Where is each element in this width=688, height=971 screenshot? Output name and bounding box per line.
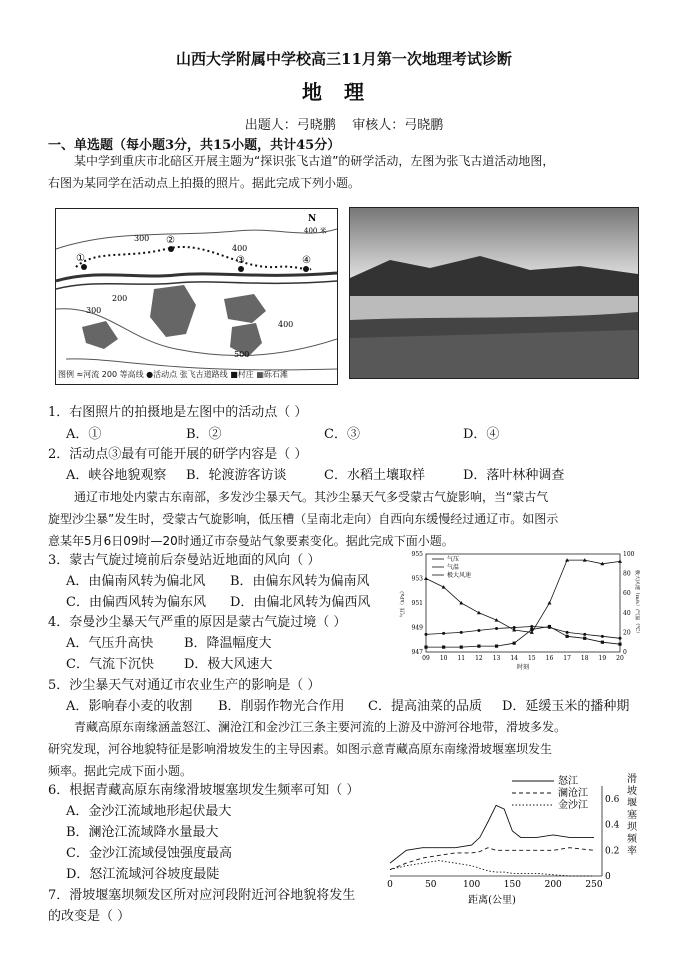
river-icon: ≈	[76, 370, 84, 379]
legend-point: 活动点	[153, 370, 178, 379]
left-tick-label: 949	[411, 624, 423, 632]
exam-title: 山西大学附属中学校高三11月第一次地理考试诊断	[176, 50, 512, 68]
contour-label: 200	[112, 294, 128, 303]
y-tick-label: 0.4	[605, 820, 620, 831]
river-photo	[349, 207, 639, 379]
data-point	[618, 643, 621, 646]
data-point	[583, 637, 586, 640]
right-tick-label: 40	[623, 609, 631, 617]
q3-option-d[interactable]: D．由偏北风转为偏西风	[230, 595, 371, 610]
right-tick-label: 80	[623, 570, 631, 578]
legend-trail: 张飞古道路线	[179, 370, 228, 379]
x-tick-label: 10	[439, 655, 448, 662]
question-6: 6．根据青藏高原东南缘滑坡堰塞坝发生频率可知（ ）	[48, 783, 360, 798]
x-tick-label: 100	[463, 880, 481, 890]
gravel-icon: ▦	[256, 370, 264, 379]
data-point	[460, 646, 463, 649]
contour-label: 500	[234, 350, 250, 359]
point-label: ③	[236, 255, 245, 266]
data-point	[547, 601, 551, 605]
x-tick-label: 0	[387, 880, 393, 890]
passage-3-line-1: 青藏高原东南缘涵盖怒江、澜沧江和金沙江三条主要河流的上游及中游河谷地带，滑坡多发。	[74, 720, 567, 734]
question-1: 1．右图照片的拍摄地是左图中的活动点（ ）	[48, 405, 308, 420]
q3-option-c[interactable]: C．由偏西风转为偏东风	[66, 595, 206, 610]
data-point	[530, 628, 533, 631]
activity-point	[303, 266, 309, 272]
q6-option-b[interactable]: B．澜沧江流域降水量最大	[66, 825, 219, 840]
point-label: ④	[302, 255, 311, 266]
legend-label: 气压	[447, 556, 460, 563]
passage-2	[48, 486, 648, 552]
data-point	[477, 629, 480, 632]
passage-2-line-3: 意某年5月6日09时—20时通辽市奈曼站气象要素变化。据此完成下面小题。	[48, 534, 454, 548]
right-tick-label: 0	[623, 649, 627, 656]
legend-gravel: 砾石滩	[263, 370, 288, 379]
legend-label: 例	[66, 370, 74, 379]
contour-label: 300	[134, 234, 150, 243]
data-point	[477, 645, 480, 648]
y-axis-label-right: 极大风速（m/s）/气温（℃）	[634, 569, 640, 637]
passage-1-line-2: 右图为某同学在活动点上拍摄的照片。据此完成下列小题。	[48, 176, 361, 190]
map-legend	[58, 369, 335, 380]
trail-route	[76, 247, 311, 269]
question-3: 3．蒙古气旋过境前后奈曼站近地面的风向（ ）	[48, 553, 321, 568]
q5-option-c[interactable]: C．提高油菜的品质	[368, 699, 482, 714]
q1-option-d[interactable]: D．④	[463, 427, 500, 442]
x-tick-label: 11	[457, 655, 466, 662]
contour-label: 400	[278, 320, 294, 329]
question-5: 5．沙尘暴天气对通辽市农业生产的影响是（ ）	[48, 678, 321, 693]
map-scale: 400 米	[304, 227, 327, 235]
legend-river: 河流	[83, 370, 100, 379]
weather-chart-svg	[398, 548, 640, 672]
x-axis-label: 距离(公里)	[468, 895, 516, 906]
y-tick-label: 0	[605, 872, 611, 882]
data-point	[477, 611, 481, 615]
q5-option-a[interactable]: A．影响春小麦的收割	[66, 699, 193, 714]
x-tick-label: 18	[580, 655, 589, 662]
question-7-line-2: 的改变是（ ）	[48, 909, 131, 924]
passage-3-line-2: 研究发现，河谷地貌特征是影响滑坡发生的主导因素。如图示意青藏高原东南缘滑坡堰塞坝发生	[48, 742, 553, 756]
q5-option-d[interactable]: D．延缓玉米的播种期	[502, 699, 630, 714]
river-bank	[56, 281, 337, 289]
question-7	[48, 885, 355, 927]
legend-village: 村庄	[237, 370, 254, 379]
series-line-澜沧江	[390, 848, 594, 870]
y-tick-label: 0.6	[605, 794, 620, 805]
x-tick-label: 19	[598, 655, 607, 662]
hill-shape	[82, 321, 118, 349]
legend-label: 金沙江	[558, 800, 588, 811]
data-point	[548, 625, 551, 628]
left-tick-label: 955	[411, 551, 423, 558]
weather-chart	[398, 548, 640, 672]
q4-option-d[interactable]: D．极大风速大	[184, 657, 273, 672]
q3-option-b[interactable]: B．由偏东风转为偏南风	[230, 574, 370, 589]
left-tick-label: 953	[411, 575, 423, 583]
x-tick-label: 13	[492, 655, 501, 662]
data-point	[583, 633, 586, 636]
series-line-金沙江	[390, 861, 594, 876]
y-axis-label: 滑坡堰塞坝频率	[627, 774, 637, 857]
data-point	[425, 633, 428, 636]
left-tick-label: 951	[411, 600, 423, 607]
data-point	[601, 635, 604, 638]
data-point	[442, 646, 445, 649]
data-point	[619, 637, 622, 640]
right-tick-label: 20	[623, 629, 631, 637]
q4-option-b[interactable]: B．降温幅度大	[184, 636, 272, 651]
north-arrow: N	[308, 214, 317, 224]
activity-point	[168, 246, 174, 252]
data-point	[460, 631, 463, 634]
contour-label: 300	[86, 306, 102, 315]
q2-option-d[interactable]: D．落叶林种调查	[463, 468, 565, 483]
x-tick-label: 12	[475, 655, 483, 662]
contour-label: 400	[232, 244, 248, 253]
contour-line	[56, 229, 337, 249]
x-tick-label: 250	[585, 880, 603, 890]
pin-icon: ●	[146, 370, 154, 379]
river-line	[56, 273, 337, 281]
legend-contour: 200 等高线	[101, 370, 144, 379]
data-point	[618, 559, 622, 563]
q6-option-c[interactable]: C．金沙江流域侵蚀强度最高	[66, 846, 232, 861]
data-point	[424, 646, 427, 649]
legend-label: 极大风速	[447, 572, 472, 579]
legend-label: 图	[58, 370, 66, 379]
right-tick-label: 100	[623, 551, 635, 558]
x-tick-label: 50	[425, 880, 437, 890]
legend-label: 气温	[447, 564, 460, 571]
passage-1-line-1: 某中学到重庆市北碚区开展主题为“探识张飞古道”的研学活动，左图为张飞古道活动地图，	[74, 154, 555, 168]
river-photo-drawing	[350, 208, 638, 378]
passage-2-line-1: 通辽市地处内蒙古东南部，多发沙尘暴天气。其沙尘暴天气多受蒙古气旋影响，当“蒙古气	[74, 490, 549, 504]
q2-option-a[interactable]: A．峡谷地貌观察	[66, 468, 167, 483]
x-tick-label: 200	[544, 880, 562, 890]
y-axis-label-left: 气压（hPa）	[400, 588, 406, 618]
left-tick-label: 947	[411, 649, 423, 656]
q2-option-c[interactable]: C．水稻土壤取样	[324, 468, 425, 483]
legend-label: 澜沧江	[558, 788, 588, 799]
data-point	[513, 642, 516, 645]
data-point	[566, 631, 569, 634]
legend-label: 怒江	[558, 776, 578, 787]
reviewer: 审核人：弓晓鹏	[352, 118, 444, 133]
question-2: 2．活动点③最有可能开展的研学内容是（ ）	[48, 447, 308, 462]
x-tick-label: 150	[503, 880, 521, 890]
series-line-极大风速	[426, 627, 620, 648]
village-icon: ■	[230, 370, 238, 379]
data-point	[442, 632, 445, 635]
question-7-line-1: 7．滑坡堰塞坝频发区所对应河段附近河谷地貌将发生	[48, 888, 356, 903]
q3-option-a[interactable]: A．由偏南风转为偏北风	[66, 574, 206, 589]
setter: 出题人：弓晓鹏	[244, 118, 336, 133]
q1-option-b[interactable]: B．②	[186, 427, 222, 442]
passage-3-line-3: 频率。据此完成下面小题。	[48, 764, 193, 778]
data-point	[601, 641, 604, 644]
point-label: ①	[76, 253, 85, 264]
q5-option-b[interactable]: B．削弱作物光合作用	[218, 699, 345, 714]
q6-option-d[interactable]: D．怒江流域河谷坡度最陡	[66, 867, 220, 882]
q1-option-c[interactable]: C．③	[324, 427, 360, 442]
landslide-chart	[382, 772, 644, 910]
x-tick-label: 17	[563, 655, 571, 662]
hill-shape	[224, 294, 266, 323]
x-tick-label: 20	[616, 655, 624, 662]
data-point	[513, 626, 516, 629]
x-tick-label: 16	[545, 655, 554, 662]
x-axis-label: 时刻	[516, 664, 530, 671]
trail-map	[55, 208, 338, 385]
section-heading: 一、单选题（每小题3分，共15小题，共计45分）	[48, 138, 341, 153]
authors-line	[0, 114, 688, 133]
q6-option-a[interactable]: A．金沙江流域地形起伏最大	[66, 804, 232, 819]
q4-option-c[interactable]: C．气流下沉快	[66, 657, 154, 672]
data-point	[495, 645, 498, 648]
x-tick-label: 15	[527, 655, 536, 662]
y-tick-label: 0.2	[605, 846, 620, 857]
x-tick-label: 14	[510, 655, 519, 662]
trail-map-drawing	[56, 209, 337, 384]
right-tick-label: 60	[623, 590, 631, 598]
passage-2-line-2: 旋型沙尘暴”发生时，受蒙古气旋影响，低压槽（呈南北走向）自西向东缓慢经过通辽市。如图示	[48, 512, 559, 526]
data-point	[424, 577, 428, 581]
x-tick-label: 09	[422, 655, 430, 662]
landslide-chart-svg	[382, 772, 644, 910]
data-point	[565, 635, 568, 638]
activity-point	[238, 266, 244, 272]
hill-shape	[150, 285, 196, 337]
data-point	[530, 625, 533, 628]
q2-option-b[interactable]: B．轮渡游客访谈	[186, 468, 287, 483]
q4-option-a[interactable]: A．气压升高快	[66, 636, 154, 651]
passage-1	[48, 150, 648, 194]
series-line-怒江	[390, 805, 594, 863]
point-label: ②	[166, 235, 175, 246]
q1-option-a[interactable]: A．①	[66, 427, 102, 442]
data-point	[495, 627, 498, 630]
activity-point	[81, 264, 87, 270]
question-4: 4．奈曼沙尘暴天气严重的原因是蒙古气旋过境（ ）	[48, 615, 347, 630]
subject-heading: 地理	[302, 80, 386, 104]
